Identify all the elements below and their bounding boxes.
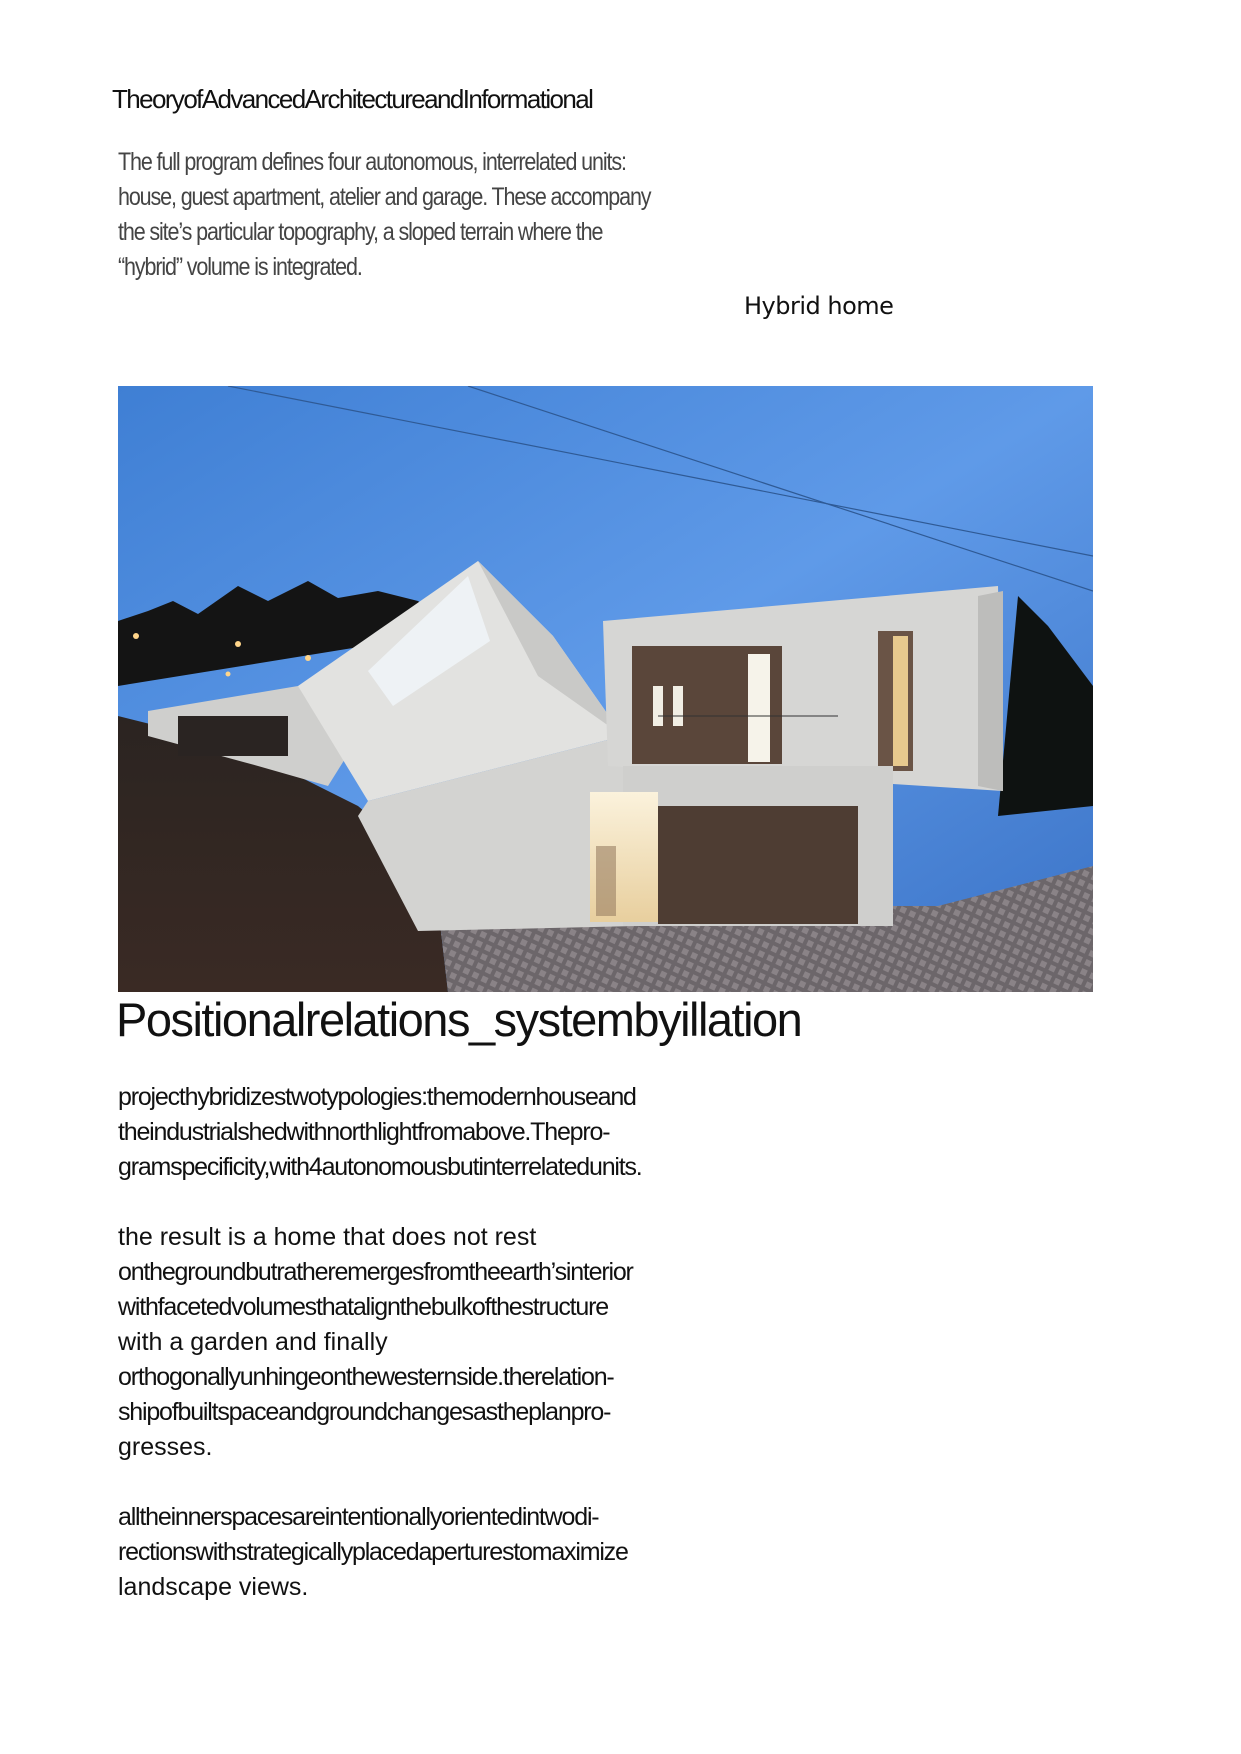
photo-caption: Hybrid home	[744, 292, 894, 320]
intro-paragraph	[118, 145, 737, 285]
intro-line: The full program defines four autonomous, interrelated units:	[118, 148, 626, 176]
body-line: withfacetedvolumesthatalignthebulkofthestructure	[118, 1293, 608, 1321]
body-line: with a garden and finally	[118, 1328, 388, 1356]
section-heading: Positionalrelations_systembyillation	[116, 993, 802, 1046]
body-line: gramspecificity,with4autonomousbutinterrelatedunits.	[118, 1153, 642, 1181]
body-line: onthegroundbutratheremergesfromtheearth’sinterior	[118, 1258, 633, 1286]
intro-line: the site’s particular topography, a sloped terrain where the	[118, 218, 603, 246]
body-paragraph	[118, 1080, 738, 1185]
body-text	[118, 1080, 738, 1640]
intro-line: “hybrid” volume is integrated.	[118, 253, 362, 281]
body-line: projecthybridizestwotypologies:themodernhouseand	[118, 1083, 636, 1111]
document-title: TheoryofAdvancedArchitectureandInformational	[112, 84, 593, 114]
body-line: rectionswithstrategicallyplacedaperturestomaximize	[118, 1538, 628, 1566]
body-line: the result is a home that does not rest	[118, 1223, 537, 1251]
body-paragraph	[118, 1220, 738, 1465]
body-line: gresses.	[118, 1433, 213, 1461]
body-paragraph	[118, 1500, 738, 1605]
body-line: landscape views.	[118, 1573, 309, 1601]
body-line: theindustrialshedwithnorthlightfromabove.Thepro-	[118, 1118, 610, 1146]
house-photo	[118, 386, 1093, 992]
body-line: shipofbuiltspaceandgroundchangesastheplanpro-	[118, 1398, 611, 1426]
intro-line: house, guest apartment, atelier and garage. These accompany	[118, 183, 651, 211]
body-line: alltheinnerspacesareintentionallyorientedintwodi-	[118, 1503, 599, 1531]
body-line: orthogonallyunhingeonthewesternside.therelation-	[118, 1363, 614, 1391]
house-photo-illustration	[118, 386, 1093, 992]
